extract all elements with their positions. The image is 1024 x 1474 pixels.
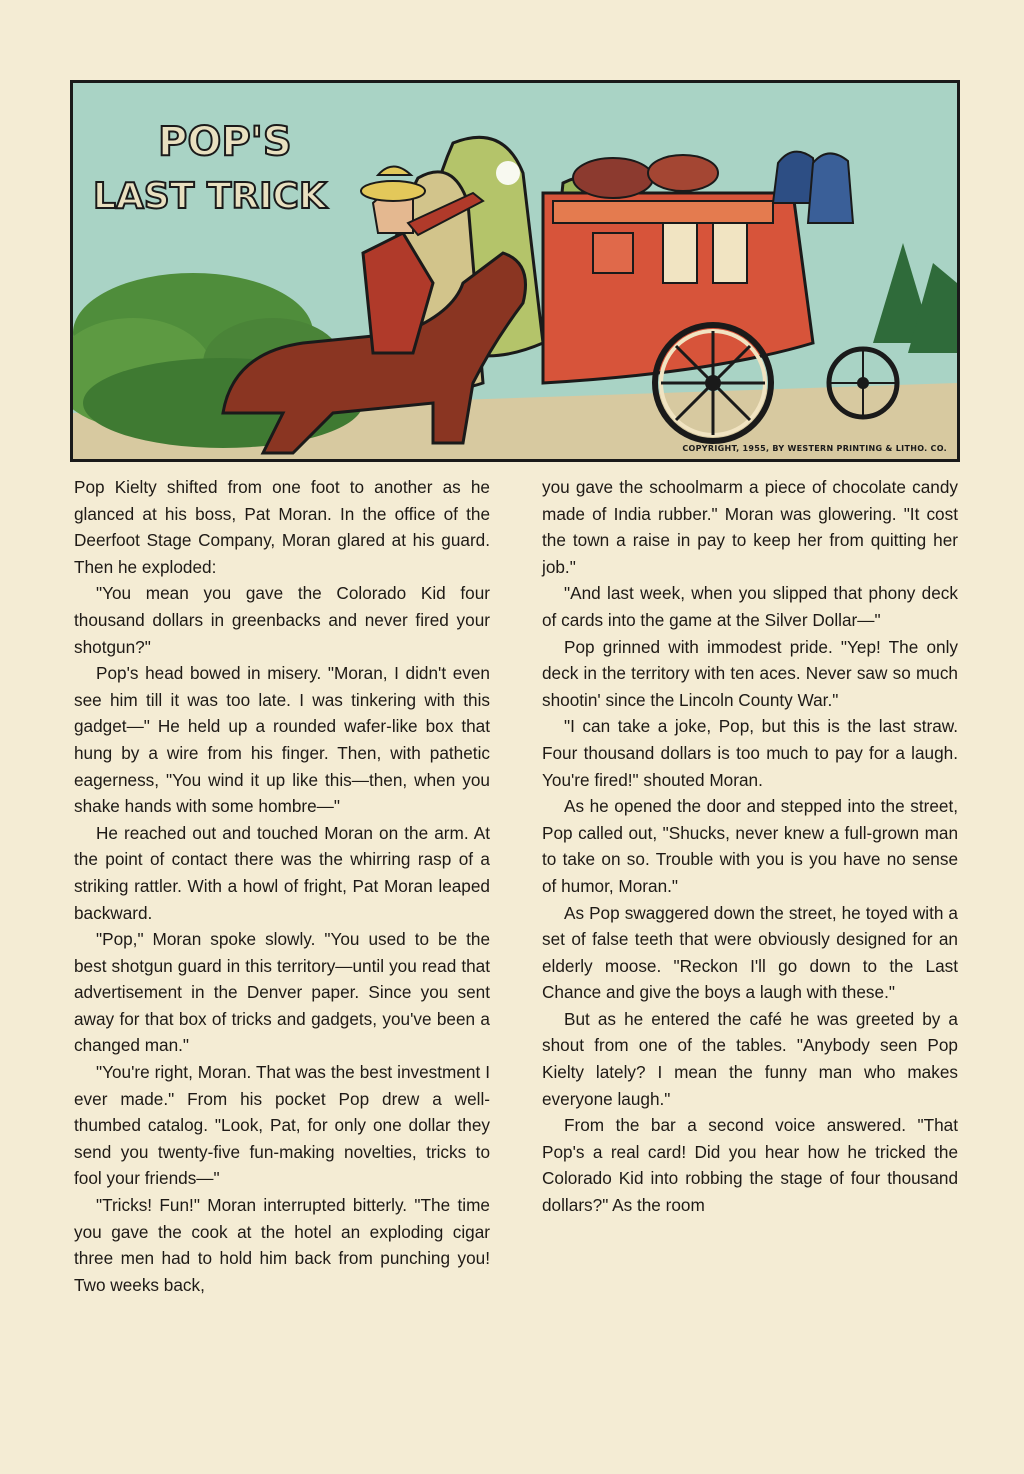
paragraph: Pop's head bowed in misery. "Moran, I didn't even see him till it was too late. I was tinkering with this gadget—" He held up a rounded wafer-like box that hung by a wire from his finger. Then, with pathetic eagerness, "You wind it up like this—then, when you shake hands with some hombre—" bbox=[74, 663, 490, 817]
paragraph: He reached out and touched Moran on the arm. At the point of contact there was the whirring rasp of a striking rattler. With a howl of fright, Pat Moran leaped backward. bbox=[74, 822, 490, 923]
story-column-right bbox=[542, 474, 958, 1219]
copyright-notice: COPYRIGHT, 1955, BY WESTERN PRINTING & LITHO. CO. bbox=[682, 444, 947, 453]
paragraph: "You mean you gave the Colorado Kid four thousand dollars in greenbacks and never fired your shotgun?" bbox=[74, 583, 490, 657]
paragraph: Pop grinned with immodest pride. "Yep! The only deck in the territory with ten aces. Never saw so much shootin' since the Lincoln County War." bbox=[542, 636, 958, 710]
paragraph: you gave the schoolmarm a piece of chocolate candy made of India rubber." Moran was glowering. "It cost the town a raise in pay to keep her from quitting her job." bbox=[542, 477, 958, 577]
paragraph: As he opened the door and stepped into the street, Pop called out, "Shucks, never knew a full-grown man to take on so. Trouble with you is you have no sense of humor, Moran." bbox=[542, 796, 958, 896]
paragraph: "Pop," Moran spoke slowly. "You used to be the best shotgun guard in this territory—until you read that advertisement in the Denver paper. Since you sent away for that box of tricks and gadgets, you've been a changed man." bbox=[74, 929, 490, 1056]
paragraph: "You're right, Moran. That was the best investment I ever made." From his pocket Pop drew a well-thumbed catalog. "Look, Pat, for only one dollar they send you twenty-five fun-making novelties, tricks to fool your friends—" bbox=[74, 1062, 490, 1189]
paragraph: "I can take a joke, Pop, but this is the last straw. Four thousand dollars is too much to pay for a laugh. You're fired!" shouted Moran. bbox=[542, 716, 958, 790]
paragraph: "Tricks! Fun!" Moran interrupted bitterly. "The time you gave the cook at the hotel an exploding cigar three men had to hold him back from punching you! Two weeks back, bbox=[74, 1195, 490, 1295]
story-column-left bbox=[74, 474, 490, 1298]
title-line-1: POP'S bbox=[158, 119, 292, 165]
illustration-panel bbox=[70, 80, 960, 462]
paragraph: From the bar a second voice answered. "That Pop's a real card! Did you hear how he tricked the Colorado Kid into robbing the stage of four thousand dollars?" As the room bbox=[542, 1115, 958, 1216]
paragraph: Pop Kielty shifted from one foot to another as he glanced at his boss, Pat Moran. In the office of the Deerfoot Stage Company, Moran glared at his guard. Then he exploded: bbox=[74, 477, 490, 577]
paragraph: As Pop swaggered down the street, he toyed with a set of false teeth that were obviously designed for an elderly moose. "Reckon I'll go down to the Last Chance and give the boys a laugh with these." bbox=[542, 902, 958, 1003]
paragraph: But as he entered the café he was greeted by a shout from one of the tables. "Anybody seen Pop Kielty lately? I mean the funny man who makes everyone laugh." bbox=[542, 1008, 958, 1109]
stagecoach-illustration bbox=[73, 83, 957, 459]
paragraph: "And last week, when you slipped that phony deck of cards into the game at the Silver Dollar—" bbox=[542, 583, 958, 630]
title-line-2: LAST TRICK bbox=[93, 176, 327, 217]
